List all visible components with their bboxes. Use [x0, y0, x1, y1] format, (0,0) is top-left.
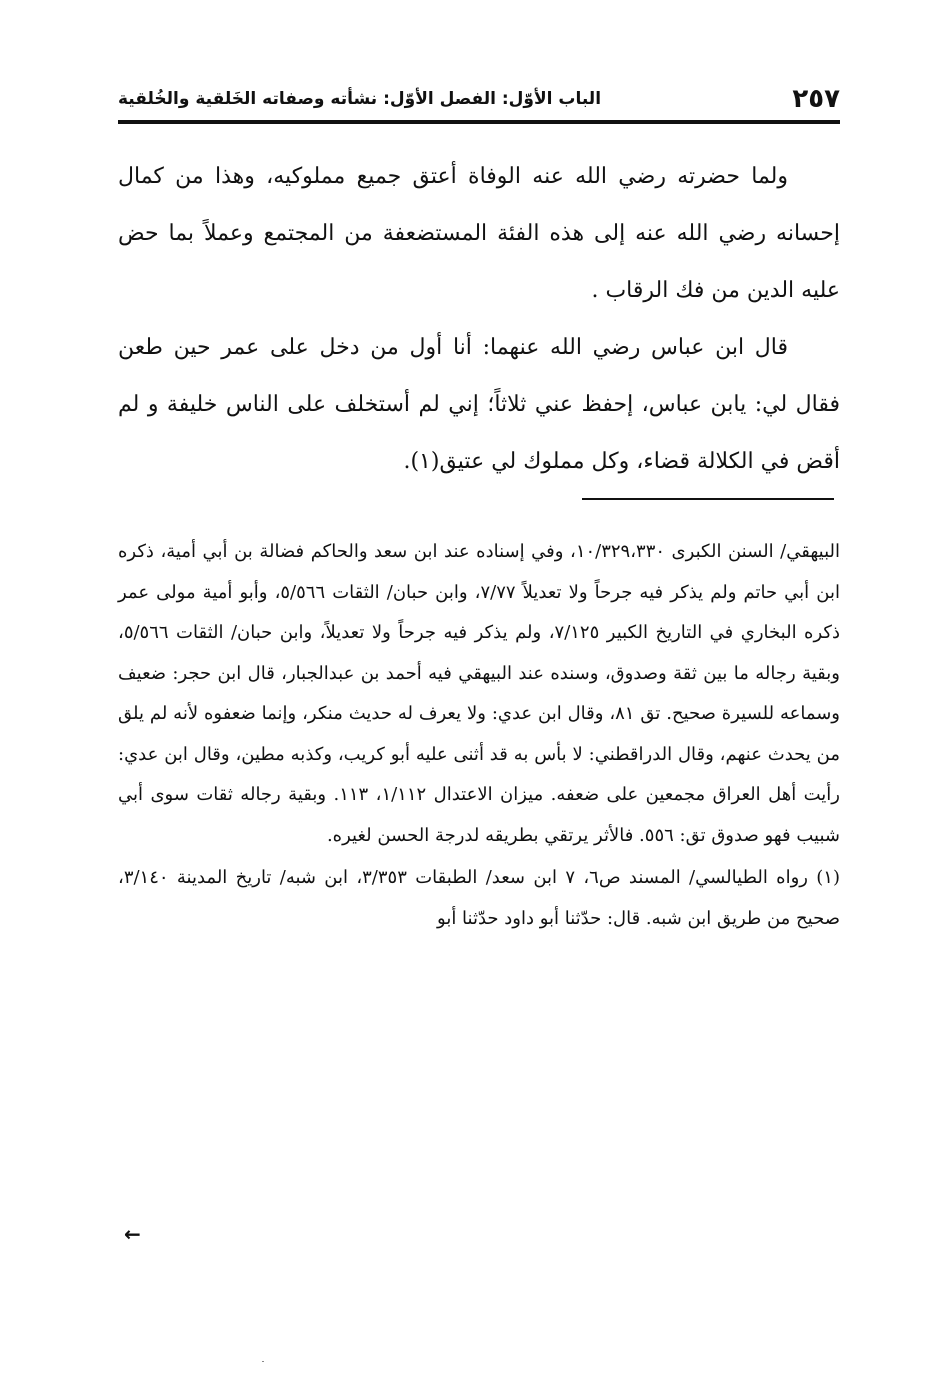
footnote-1: (١) رواه الطيالسي/ المسند ص٦، ٧ ابن سعد/ الطبقات ٣/٣٥٣، ابن شبه/ تاريخ المدينة ٣/١٤٠، صحيح من طريق ابن شبه. قال: حدّثنا أبو داود حدّثنا أبو [118, 867, 840, 929]
footnotes [118, 532, 840, 939]
page-number: ٢٥٧ [792, 84, 840, 114]
running-title: الباب الأوّل: الفصل الأوّل: نشأته وصفاته الخَلقية والخُلقية [118, 89, 602, 109]
scan-speck [262, 1361, 264, 1362]
main-text [118, 148, 840, 490]
paragraph-1: ولما حضرته رضي الله عنه الوفاة أعتق جميع مملوكيه، وهذا من كمال إحسانه رضي الله عنه إلى هذه الفئة المستضعفة من المجتمع وعملاً بما حض عليه الدين من فك الرقاب . [118, 164, 840, 303]
header-rule [118, 120, 840, 124]
continue-arrow-icon: ← [124, 1222, 141, 1246]
footnote-continuation: البيهقي/ السنن الكبرى ١٠/٣٢٩،٣٣٠، وفي إسناده عند ابن سعد والحاكم فضالة بن أبي أمية، ذكره ابن أبي حاتم ولم يذكر فيه جرحاً ولا تعديلاً ٧/٧٧، وابن حبان/ الثقات ٥/٥٦٦، وأبو أمية مولى عمر ذكره البخاري في التاريخ الكبير ٧/١٢٥، ولم يذكر فيه جرحاً ولا تعديلاً، وابن حبان/ الثقات ٥/٥٦٦، وبقية رجاله ما بين ثقة وصدوق، وسنده عند البيهقي فيه أحمد بن عبدالجبار، قال ابن حجر: ضعيف وسماعه للسيرة صحيح. تق ٨١، وقال ابن عدي: ولا يعرف له حديث منكر، وإنما ضعفوه لأنه لم يلق من يحدث عنهم، وقال الدراقطني: لا بأس به قد أثنى عليه أبو كريب، وكذبه مطين، وقال ابن عدي: رأيت أهل العراق مجمعين على ضعفه. ميزان الاعتدال ١/١١٢، ١١٣. وبقية رجاله ثقات سوى أبي شبيب فهو صدوق تق: ٥٥٦. فالأثر يرتقي بطريقه لدرجة الحسن لغيره. [118, 541, 840, 846]
page-header [118, 82, 840, 118]
paragraph-2: قال ابن عباس رضي الله عنهما: أنا أول من دخل على عمر حين طعن فقال لي: يابن عباس، إحفظ عني ثلاثاً؛ إني لم أستخلف على الناس خليفة و لم أقض في الكلالة قضاء، وكل مملوك لي عتيق(١). [118, 335, 840, 474]
footnote-separator [582, 498, 834, 500]
